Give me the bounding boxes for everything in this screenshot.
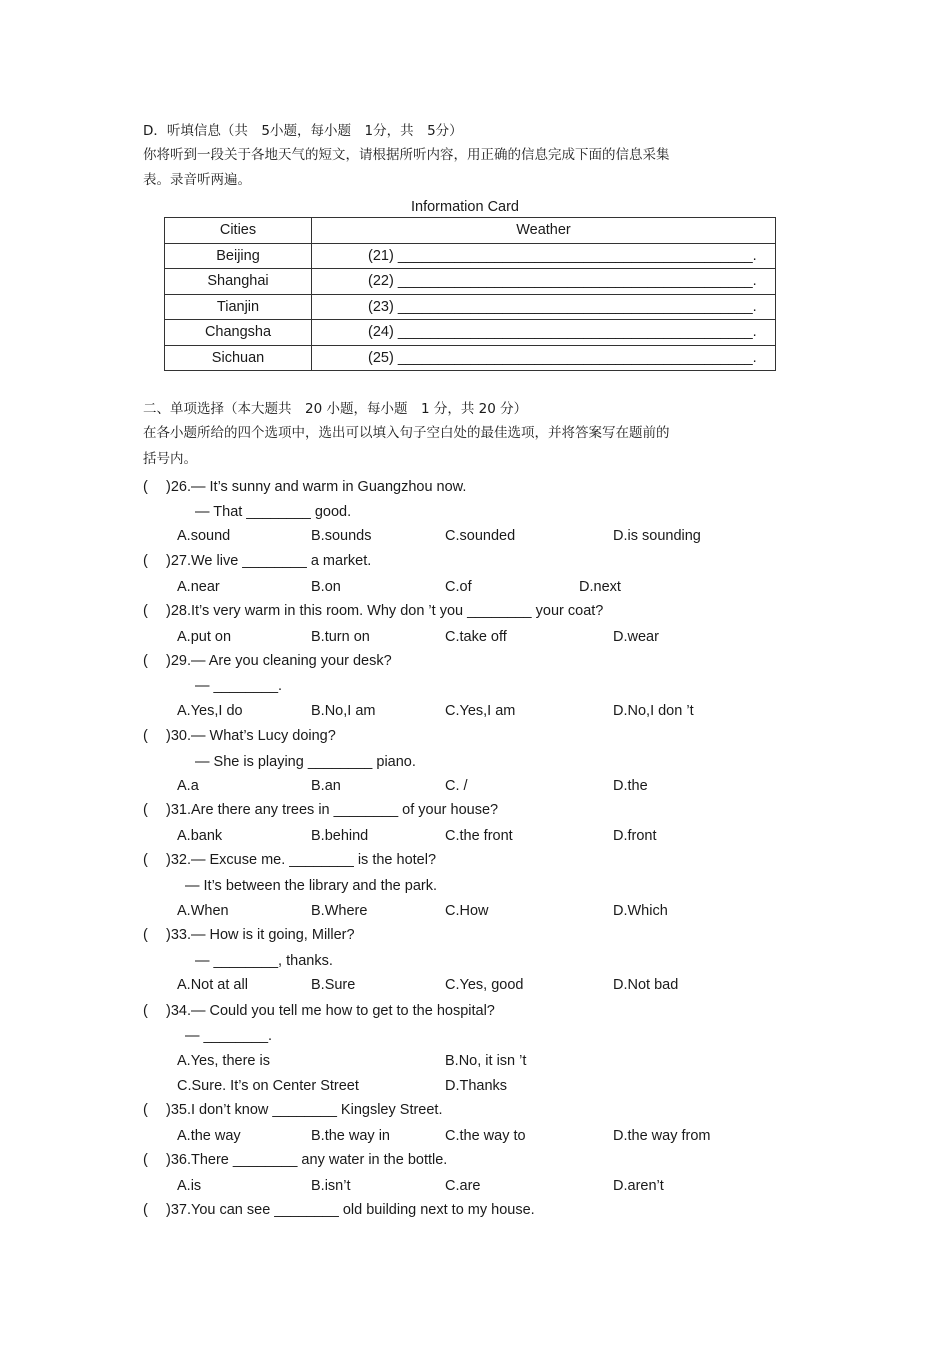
option-a: A.Yes, there is [177, 1053, 270, 1069]
col-header-cities: Cities [165, 218, 312, 244]
option-d: D.the [613, 778, 648, 794]
col-header-weather: Weather [312, 218, 776, 244]
city-cell: Tianjin [165, 294, 312, 320]
answer-paren: ( [143, 1202, 148, 1218]
question-27: )27.We live ________ a market. [166, 553, 372, 569]
section-d-heading: D．听填信息（共 5小题，每小题 1分，共 5分） [143, 123, 463, 139]
option-a: A.bank [177, 828, 223, 844]
option-b: B.an [311, 778, 341, 794]
question-29-reply: — ________. [195, 678, 283, 694]
option-a: A.the way [177, 1128, 241, 1144]
answer-paren: ( [143, 728, 148, 744]
table-row [165, 243, 776, 269]
option-c: C.are [445, 1178, 481, 1194]
answer-paren: ( [143, 653, 148, 669]
information-card-table [164, 217, 776, 371]
answer-paren: ( [143, 553, 148, 569]
question-34-reply: — ________. [185, 1028, 273, 1044]
option-d: D.Not bad [613, 977, 679, 993]
table-row [165, 269, 776, 295]
option-a: A.Yes,I do [177, 703, 243, 719]
option-d: D.aren’t [613, 1178, 664, 1194]
option-c: C.the front [445, 828, 513, 844]
question-26: )26.— It’s sunny and warm in Guangzhou now. [166, 479, 467, 495]
city-cell: Sichuan [165, 345, 312, 371]
option-c: C.the way to [445, 1128, 526, 1144]
question-30: )30.— What’s Lucy doing? [166, 728, 336, 744]
table-row [165, 320, 776, 346]
option-a: A.Not at all [177, 977, 248, 993]
option-c: C.sounded [445, 528, 516, 544]
weather-blank: (22) ____________________________________________. [312, 269, 776, 295]
option-b: B.sounds [311, 528, 372, 544]
table-row [165, 345, 776, 371]
city-cell: Beijing [165, 243, 312, 269]
weather-blank: (24) ____________________________________________. [312, 320, 776, 346]
part2-instruction: 在各小题所给的四个选项中，选出可以填入句子空白处的最佳选项，并将答案写在题前的 [143, 425, 670, 441]
option-d: D.the way from [613, 1128, 711, 1144]
section-d-instruction: 你将听到一段关于各地天气的短文，请根据所听内容，用正确的信息完成下面的信息采集 [143, 147, 670, 163]
weather-blank: (21) ____________________________________________. [312, 243, 776, 269]
option-c: C. / [445, 778, 468, 794]
question-28: )28.It’s very warm in this room. Why don ’t you ________ your coat? [166, 603, 604, 619]
question-32: )32.— Excuse me. ________ is the hotel? [166, 852, 437, 868]
option-d: D.No,I don ’t [613, 703, 694, 719]
option-b: B.Sure [311, 977, 356, 993]
option-a: A.near [177, 579, 220, 595]
option-b: B.Where [311, 903, 368, 919]
answer-paren: ( [143, 1003, 148, 1019]
answer-paren: ( [143, 603, 148, 619]
part2-heading: 二、单项选择（本大题共 20 小题，每小题 1 分，共 20 分） [143, 401, 528, 417]
option-b: B.No, it isn ’t [445, 1053, 527, 1069]
option-c: C.take off [445, 629, 507, 645]
table-row [165, 294, 776, 320]
option-d: D.wear [613, 629, 659, 645]
answer-paren: ( [143, 1152, 148, 1168]
option-c: C.How [445, 903, 489, 919]
card-title: Information Card [411, 199, 519, 215]
question-32-reply: — It’s between the library and the park. [185, 878, 438, 894]
question-26-reply: — That ________ good. [195, 504, 352, 520]
option-b: B.turn on [311, 629, 370, 645]
answer-paren: ( [143, 852, 148, 868]
option-c: C.Sure. It’s on Center Street [177, 1078, 359, 1094]
question-36: )36.There ________ any water in the bottle. [166, 1152, 448, 1168]
city-cell: Changsha [165, 320, 312, 346]
question-31: )31.Are there any trees in ________ of your house? [166, 802, 499, 818]
answer-paren: ( [143, 802, 148, 818]
question-29: )29.— Are you cleaning your desk? [166, 653, 392, 669]
option-a: A.When [177, 903, 229, 919]
part2-instruction-cont: 括号内。 [143, 451, 197, 467]
option-d: D.next [579, 579, 621, 595]
weather-blank: (25) ____________________________________________. [312, 345, 776, 371]
option-b: B.the way in [311, 1128, 390, 1144]
question-34: )34.— Could you tell me how to get to the hospital? [166, 1003, 495, 1019]
option-d: D.is sounding [613, 528, 701, 544]
option-d: D.Which [613, 903, 668, 919]
weather-blank: (23) ____________________________________________. [312, 294, 776, 320]
option-b: B.isn’t [311, 1178, 351, 1194]
question-37: )37.You can see ________ old building next to my house. [166, 1202, 535, 1218]
section-d-instruction-cont: 表。录音听两遍。 [143, 172, 251, 188]
question-33-reply: — ________, thanks. [195, 953, 333, 969]
option-b: B.behind [311, 828, 369, 844]
question-35: )35.I don’t know ________ Kingsley Street. [166, 1102, 443, 1118]
answer-paren: ( [143, 1102, 148, 1118]
option-a: A.a [177, 778, 199, 794]
question-33: )33.— How is it going, Miller? [166, 927, 355, 943]
option-d: D.Thanks [445, 1078, 508, 1094]
answer-paren: ( [143, 479, 148, 495]
question-30-reply: — She is playing ________ piano. [195, 754, 416, 770]
option-c: C.of [445, 579, 472, 595]
option-c: C.Yes,I am [445, 703, 516, 719]
option-b: B.on [311, 579, 341, 595]
option-a: A.sound [177, 528, 231, 544]
option-a: A.is [177, 1178, 202, 1194]
answer-paren: ( [143, 927, 148, 943]
option-b: B.No,I am [311, 703, 376, 719]
city-cell: Shanghai [165, 269, 312, 295]
option-c: C.Yes, good [445, 977, 524, 993]
option-a: A.put on [177, 629, 232, 645]
table-header-row [165, 218, 776, 244]
option-d: D.front [613, 828, 657, 844]
